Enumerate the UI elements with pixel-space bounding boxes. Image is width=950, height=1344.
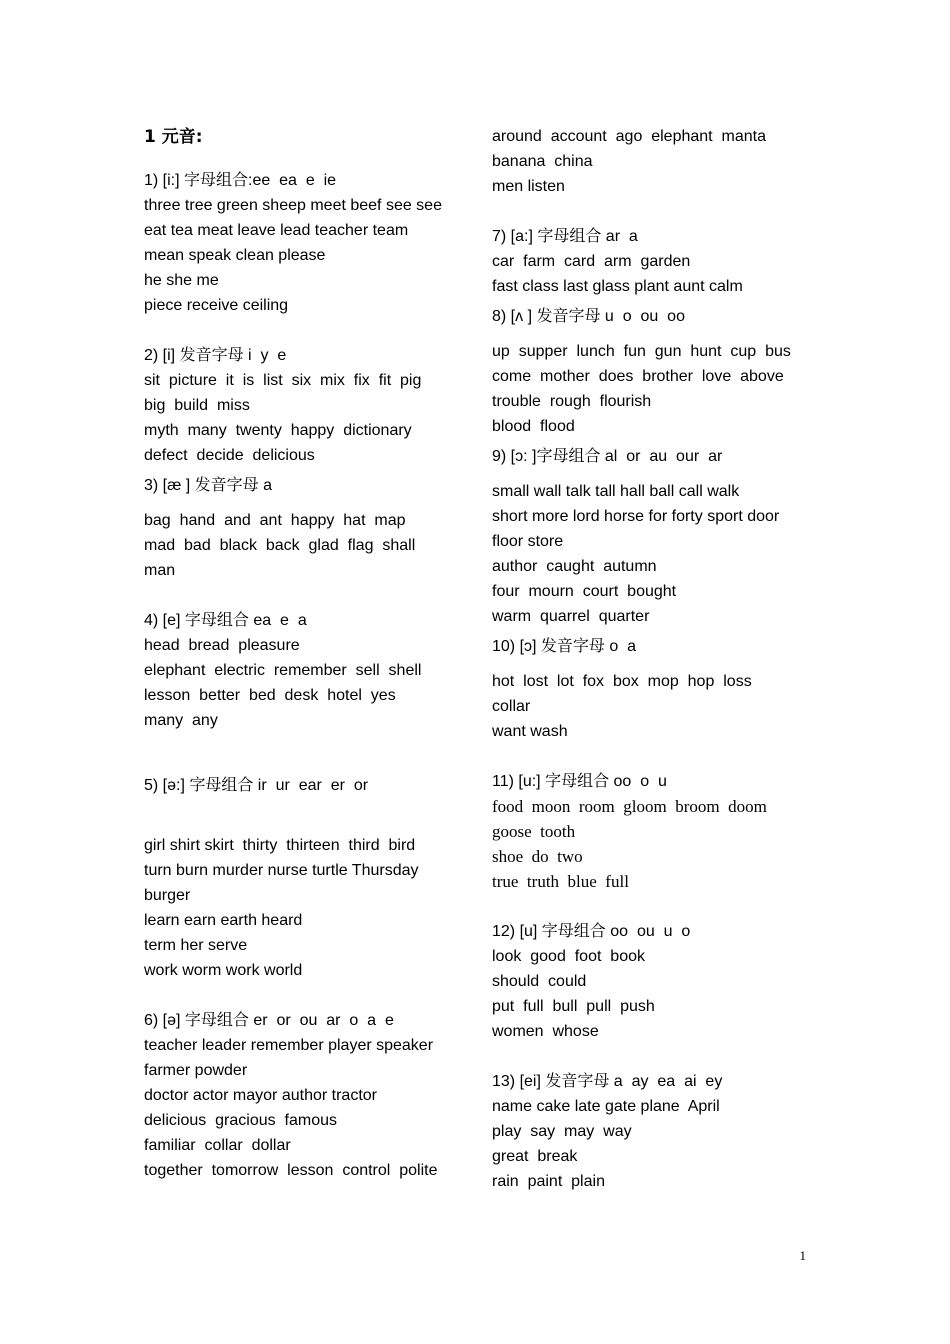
section-heading-9: 9) [ɔ: ]字母组合 al or au our ar xyxy=(492,448,723,465)
word-line: rain paint plain xyxy=(492,1173,605,1190)
word-line: mean speak clean please xyxy=(144,247,326,264)
word-line: want wash xyxy=(492,723,568,740)
word-line: familiar collar dollar xyxy=(144,1137,291,1154)
word-line: name cake late gate plane April xyxy=(492,1098,720,1115)
right-column xyxy=(492,124,812,1194)
word-line: floor store xyxy=(492,533,564,550)
word-line: food moon room gloom broom doom xyxy=(492,797,767,816)
word-line: sit picture it is list six mix fix fit pig xyxy=(144,372,422,389)
word-line: around account ago elephant manta xyxy=(492,128,766,145)
word-line: put full bull pull push xyxy=(492,998,655,1015)
section-heading-10: 10) [ɔ] 发音字母 o a xyxy=(492,638,637,655)
word-line: eat tea meat leave lead teacher team xyxy=(144,222,409,239)
page-title: 1 元音: xyxy=(144,127,203,147)
word-line: women whose xyxy=(492,1023,599,1040)
word-line: car farm card arm garden xyxy=(492,253,691,270)
word-line: work worm work world xyxy=(144,962,303,979)
word-line: author caught autumn xyxy=(492,558,657,575)
word-line: men listen xyxy=(492,178,565,195)
section-heading-7: 7) [a:] 字母组合 ar a xyxy=(492,228,638,245)
word-line: he she me xyxy=(144,272,219,289)
word-line: bag hand and ant happy hat map xyxy=(144,512,406,529)
word-line: banana china xyxy=(492,153,593,170)
word-line: warm quarrel quarter xyxy=(492,608,650,625)
word-line: shoe do two xyxy=(492,847,583,866)
word-line: collar xyxy=(492,698,531,715)
word-line: play say may way xyxy=(492,1123,632,1140)
word-line: doctor actor mayor author tractor xyxy=(144,1087,377,1104)
section-heading-5: 5) [ə:] 字母组合 ir ur ear er or xyxy=(144,777,369,794)
word-line: elephant electric remember sell shell xyxy=(144,662,422,679)
word-line: teacher leader remember player speaker xyxy=(144,1037,434,1054)
page-number: 1 xyxy=(799,1248,806,1263)
left-column xyxy=(144,120,464,1183)
word-line: farmer powder xyxy=(144,1062,248,1079)
word-line: man xyxy=(144,562,176,579)
word-line: true truth blue full xyxy=(492,872,629,891)
section-heading-6: 6) [ə] 字母组合 er or ou ar o a e xyxy=(144,1012,394,1029)
section-heading-1: 1) [i:] 字母组合:ee ea e ie xyxy=(144,172,337,189)
section-heading-2: 2) [i] 发音字母 i y e xyxy=(144,347,287,364)
section-heading-3: 3) [æ ] 发音字母 a xyxy=(144,477,273,494)
word-line: defect decide delicious xyxy=(144,447,315,464)
word-line: big build miss xyxy=(144,397,250,414)
word-line: term her serve xyxy=(144,937,248,954)
word-line: head bread pleasure xyxy=(144,637,300,654)
word-line: goose tooth xyxy=(492,822,576,841)
word-line: four mourn court bought xyxy=(492,583,677,600)
word-line: burger xyxy=(144,887,191,904)
word-line: look good foot book xyxy=(492,948,645,965)
word-line: small wall talk tall hall ball call walk xyxy=(492,483,740,500)
section-heading-8: 8) [ʌ ] 发音字母 u o ou oo xyxy=(492,308,685,325)
word-line: myth many twenty happy dictionary xyxy=(144,422,412,439)
section-heading-13: 13) [ei] 发音字母 a ay ea ai ey xyxy=(492,1073,723,1090)
word-line: up supper lunch fun gun hunt cup bus xyxy=(492,343,791,360)
word-line: turn burn murder nurse turtle Thursday xyxy=(144,862,419,879)
word-line: many any xyxy=(144,712,218,729)
word-line: together tomorrow lesson control polite xyxy=(144,1162,438,1179)
word-line: short more lord horse for forty sport door xyxy=(492,508,780,525)
word-line: piece receive ceiling xyxy=(144,297,289,314)
word-line: great break xyxy=(492,1148,578,1165)
word-line: three tree green sheep meet beef see see xyxy=(144,197,442,214)
word-line: girl shirt skirt thirty thirteen third bird xyxy=(144,837,416,854)
section-heading-11: 11) [u:] 字母组合 oo o u xyxy=(492,773,667,790)
word-line: blood flood xyxy=(492,418,575,435)
word-line: trouble rough flourish xyxy=(492,393,652,410)
word-line: learn earn earth heard xyxy=(144,912,303,929)
section-heading-12: 12) [u] 字母组合 oo ou u o xyxy=(492,923,691,940)
word-line: mad bad black back glad flag shall xyxy=(144,537,416,554)
word-line: come mother does brother love above xyxy=(492,368,784,385)
word-line: hot lost lot fox box mop hop loss xyxy=(492,673,752,690)
word-line: should could xyxy=(492,973,587,990)
section-heading-4: 4) [e] 字母组合 ea e a xyxy=(144,612,307,629)
word-line: lesson better bed desk hotel yes xyxy=(144,687,396,704)
word-line: delicious gracious famous xyxy=(144,1112,337,1129)
word-line: fast class last glass plant aunt calm xyxy=(492,278,743,295)
